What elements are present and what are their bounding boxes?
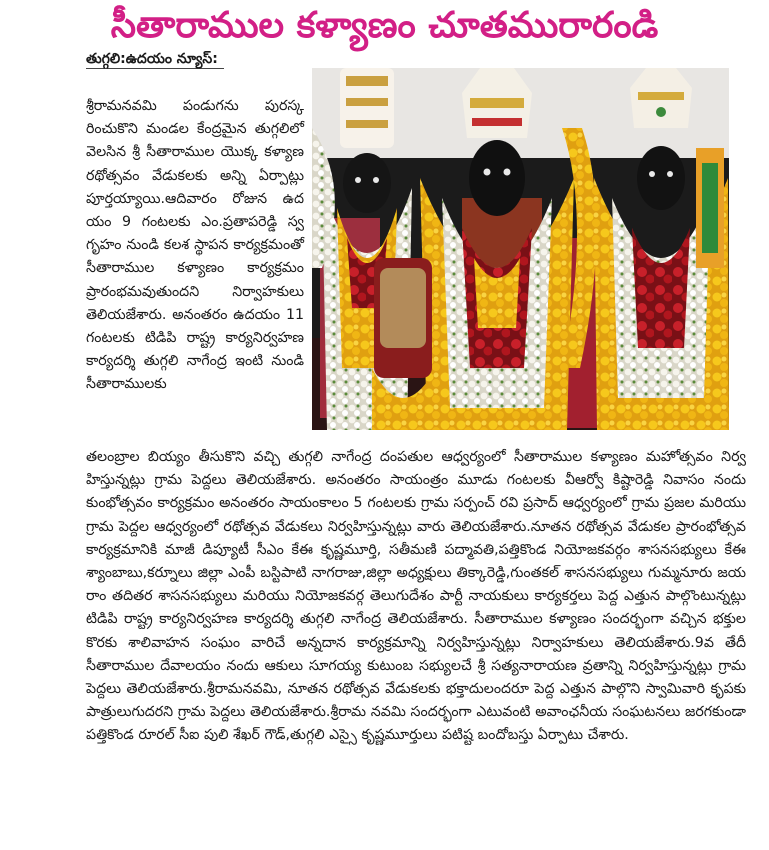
- article-column-text: శ్రీరామనవమి పండుగను పురస్కరించుకొని మండల కేంద్రమైన తుగ్గలిలో వెలసిన శ్రీ సీతారాముల యొక్క కళ్యాణ రథోత్సవం వేడుకలకు అన్ని ఏర్పాట్లు పూర్తయ్యాయి.ఆదివారం రోజున ఉదయం 9 గంటలకు ఎం.ప్రతాపరెడ్డి స్వగృహం నుండి కలశ స్థాపన కార్యక్రమంతో సీతారాముల కళ్యాణం కార్యక్రమం ప్రారంభమవుతుందని నిర్వాహకులు తెలియజేశారు. అనంతరం ఉదయం 11 గంటలకు టిడిపి రాష్ట్ర కార్యనిర్వహణ కార్యదర్శి తుగ్గలి నాగేంద్ర ఇంటి నుండి సీతారాములకు: [86, 98, 304, 393]
- deity-photo: [312, 68, 729, 430]
- dateline: తుగ్గలి:ఉదయం న్యూస్:: [86, 50, 224, 69]
- headline: సీతారాముల కళ్యాణం చూతమురారండి: [110, 5, 659, 46]
- article-body-text: తలంబ్రాల బియ్యం తీసుకొని వచ్చి తుగ్గలి నాగేంద్ర దంపతుల ఆధ్వర్యంలో సీతారాముల కళ్యాణం మహోత్సవం నిర్వహిస్తున్నట్లు గ్రామ పెద్దలు తెలియజేశారు. అనంతరం సాయంత్రం మూడు గంటలకు వీఆర్వో కిష్టారెడ్డి నివాసం నందు కుంభోత్సవం కార్యక్రమం అనంతరం సాయంకాలం 5 గంటలకు గ్రామ సర్పంచ్ రవి ప్రసాద్ ఆధ్వర్యంలో గ్రామ ప్రజల మరియు గ్రామ పెద్దల ఆధ్వర్యంలో రథోత్సవ వేడుకలు నిర్వహిస్తున్నట్లు వారు తెలియజేశారు.నూతన రథోత్సవ వేడుకల ప్రారంభోత్సవ కార్యక్రమానికి మాజీ డిప్యూటీ సీఎం కేఈ కృష్ణమూర్తి, సతీమణి పద్మావతి,పత్తికొండ నియోజకవర్గం శాసనసభ్యులు కేఈ శ్యాంబాబు,కర్నూలు జిల్లా ఎంపీ బస్టిపాటి నాగరాజు,జిల్లా అధ్యక్షులు తిక్కారెడ్డి,గుంతకల్ శాసనసభ్యులు గుమ్మనూరు జయరాం తదితర శాసనసభ్యులు మరియు నియోజకవర్గ తెలుగుదేశం పార్టీ నాయకులు కార్యకర్తలు పెద్ద ఎత్తున పాల్గొంటున్నట్లు టిడిపి రాష్ట్ర కార్యనిర్వహణ కార్యదర్శి తుగ్గలి నాగేంద్ర తెలియజేశారు. సీతారాముల కళ్యాణం సందర్భంగా వచ్చిన భక్తుల కొరకు శాలివాహన సంఘం వారిచే అన్నదాన కార్యక్రమాన్ని నిర్వహిస్తున్నట్లు నిర్వాహకులు తెలియజేశారు.9వ తేదీ సీతారాముల దేవాలయం నందు ఆకులు సూగయ్య కుటుంబ సభ్యులచే శ్రీ సత్యనారాయణ వ్రతాన్ని నిర్వహిస్తున్నట్లు గ్రామ పెద్దలు తెలియజేశారు.శ్రీరామనవమి, నూతన రథోత్సవ వేడుకలకు భక్తాదులందరూ పెద్ద ఎత్తున పాల్గొని స్వామివారి కృపకు పాత్రులుగుదరని గ్రామ పెద్దలు తెలియజేశారు.శ్రీరామ నవమి సందర్భంగా ఎటువంటి అవాంఛనీయ సంఘటనలు జరగకుండా పత్తికొండ రూరల్ సీఐ పులి శేఖర్ గౌడ్,తుగ్గలి ఎస్సై కృష్ణమూర్తులు పటిష్ట బందోబస్తు ఏర్పాటు చేశారు.: [86, 449, 746, 744]
- small-idol: [372, 258, 436, 430]
